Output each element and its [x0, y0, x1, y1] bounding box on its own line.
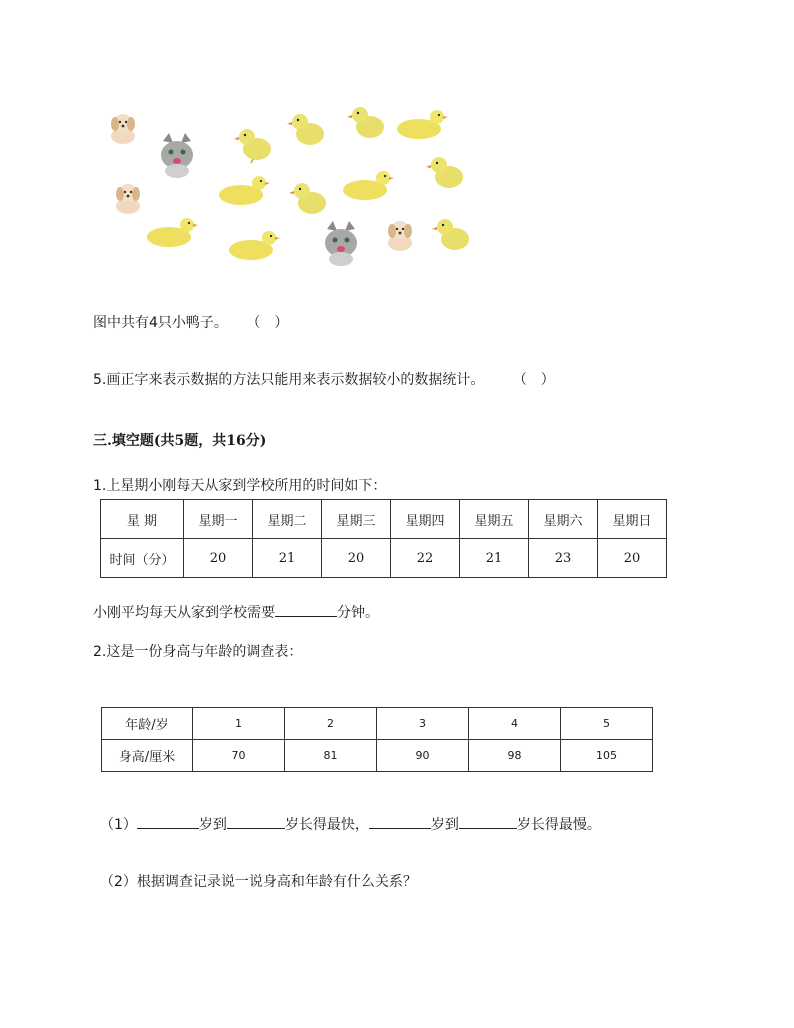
- table-row-header: 年龄/岁: [102, 708, 193, 740]
- table-row-header: 身高/厘米: [102, 740, 193, 772]
- answer-blank[interactable]: [369, 814, 431, 829]
- part-label: （2）: [100, 874, 137, 890]
- fill-text: 岁长得最快，: [284, 817, 369, 833]
- table-cell: 星期四: [391, 500, 460, 539]
- question-ducks-text: 图中共有4只小鸭子。: [93, 315, 228, 331]
- table-cell: 81: [285, 740, 377, 772]
- table-cell: 20: [598, 539, 667, 578]
- duckling-icon: [395, 107, 447, 141]
- chick-icon: [290, 179, 328, 217]
- answer-prefix: 小刚平均每天从家到学校需要: [93, 605, 275, 621]
- question-2-intro: 2.这是一份身高与年龄的调查表：: [93, 644, 303, 660]
- table-cell: 70: [193, 740, 285, 772]
- table-cell: 星期日: [598, 500, 667, 539]
- table-row-header: 时间（分）: [101, 539, 184, 578]
- puppy-icon: [382, 217, 418, 253]
- table-cell: 105: [561, 740, 653, 772]
- kitten-icon: [321, 221, 361, 267]
- answer-blank[interactable]: [137, 814, 199, 829]
- question-5-text: 5.画正字来表示数据的方法只能用来表示数据较小的数据统计。: [93, 372, 485, 388]
- table-cell: 1: [193, 708, 285, 740]
- table-cell: 21: [253, 539, 322, 578]
- part-text: 根据调查记录说一说身高和年龄有什么关系？: [136, 874, 417, 890]
- duckling-icon: [341, 168, 393, 202]
- table-cell: 20: [322, 539, 391, 578]
- table-cell: 星期六: [529, 500, 598, 539]
- table-cell: 星期五: [460, 500, 529, 539]
- table-cell: 5: [561, 708, 653, 740]
- answer-blank[interactable]: [459, 814, 517, 829]
- question-ducks: [93, 312, 288, 332]
- table-cell: 4: [469, 708, 561, 740]
- question-2-part-2: [100, 871, 417, 891]
- table-row: [102, 740, 653, 772]
- table-row: [102, 708, 653, 740]
- answer-blank[interactable]: [275, 602, 337, 617]
- table-cell: 星期三: [322, 500, 391, 539]
- height-age-table: [101, 707, 653, 772]
- puppy-icon: [110, 180, 146, 216]
- duckling-icon: [227, 228, 279, 262]
- table-cell: 22: [391, 539, 460, 578]
- answer-suffix: 分钟。: [337, 605, 379, 621]
- question-1-intro: 1.上星期小刚每天从家到学校所用的时间如下：: [93, 478, 387, 494]
- table-cell: 星期二: [253, 500, 322, 539]
- table-cell: 90: [377, 740, 469, 772]
- kitten-icon: [157, 133, 197, 179]
- table-cell: 21: [460, 539, 529, 578]
- question-5: [93, 369, 555, 389]
- chick-icon: [348, 103, 386, 141]
- answer-paren[interactable]: （ ）: [512, 372, 555, 388]
- answer-blank[interactable]: [227, 814, 285, 829]
- table-cell: 3: [377, 708, 469, 740]
- puppy-icon: [105, 110, 141, 146]
- animal-picture: [95, 95, 480, 275]
- table-cell: 星期一: [184, 500, 253, 539]
- chick-icon: [433, 215, 471, 253]
- part-label: （1）: [100, 817, 137, 833]
- chick-icon: [427, 153, 465, 191]
- question-2-part-1: [100, 814, 601, 834]
- fill-text: 岁到: [198, 817, 227, 833]
- chick-icon: [235, 125, 273, 163]
- answer-paren[interactable]: （ ）: [246, 315, 289, 331]
- chick-icon: [288, 110, 326, 148]
- fill-text: 岁到: [430, 817, 459, 833]
- table-cell: 2: [285, 708, 377, 740]
- commute-time-table: [100, 499, 667, 578]
- duckling-icon: [217, 173, 269, 207]
- section-title: 三.填空题(共5题，共16分): [93, 433, 267, 449]
- duckling-icon: [145, 215, 197, 249]
- table-cell: 98: [469, 740, 561, 772]
- table-cell: 23: [529, 539, 598, 578]
- table-row: [101, 539, 667, 578]
- table-row: [101, 500, 667, 539]
- table-row-header: 星 期: [101, 500, 184, 539]
- table-cell: 20: [184, 539, 253, 578]
- question-1-answer: [93, 602, 379, 622]
- fill-text: 岁长得最慢。: [516, 817, 601, 833]
